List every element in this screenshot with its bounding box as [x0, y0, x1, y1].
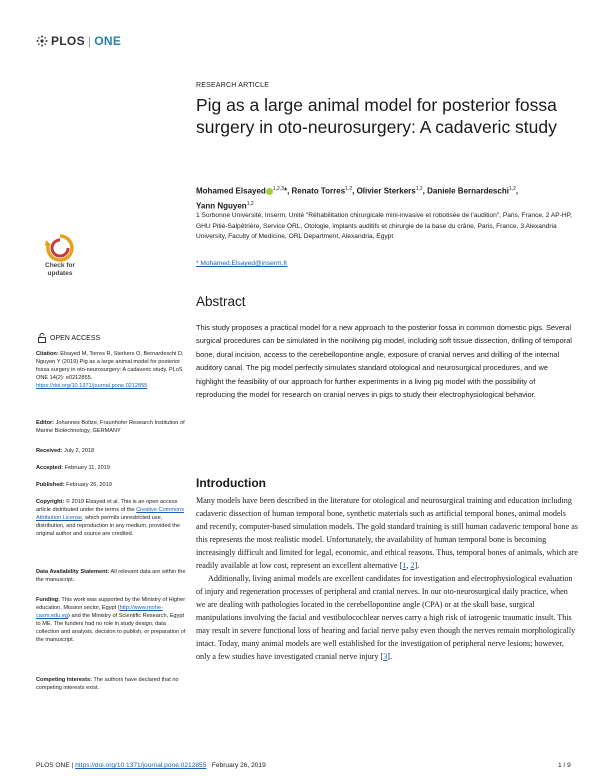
intro-paragraph-2: Additionally, living animal models are excellent candidates for investigation and electrophysiological evaluation of injury and regeneration processes of peripheral and cranial nerves. In our oto-neurosurgical daily practice, when we are dealing with pathologies located in the cerebellopontine angle (CPA) or at the skull base, surgical manipulations involving the facial and vestibulocochlear nerves carry a high risk of iatrogenic traumatic insult. This may result in severe functional loss of hearing and facial nerve palsy even though the nerves remain morphologically intact. Today, many animal models are well established for the investigation of peripheral nerve lesions; however, only a few studies have investigated cranial nerve injury [3].	[196, 574, 576, 661]
citation-block: Citation: Elsayed M, Torres R, Sterkers O, Bernardeschi D, Nguyen Y (2019) Pig as a large animal model for posterior fossa surgery in oto-neurosurgery: A cadaveric study. PLoS ONE 14(2): e0212855. https://doi.org/10.1371/journal.pone.0212855	[36, 351, 184, 389]
author-affil-sup: 1,2	[246, 200, 254, 207]
published-date: Published: February 26, 2019	[36, 482, 112, 488]
open-access-label: OPEN ACCESS	[50, 334, 101, 342]
footer-journal: PLOS ONE	[36, 762, 70, 769]
funding-link[interactable]: http://www.mohe-casm.edu.eg	[36, 605, 163, 619]
copyright-block: Copyright: © 2019 Elsayed et al. This is an open access article distributed under the terms of the Creative Commons Attribution License, which permits unrestricted use, distribution, and reproduction in any medium, provided the original author and source are credited.	[36, 499, 185, 537]
footer-date: February 26, 2019	[211, 762, 266, 769]
introduction-heading: Introduction	[196, 476, 266, 490]
author-list: Mohamed Elsayed $^{1,2,3}$*, Renato Torres$^{1,2}$, Olivier Sterkers$^{1,2}$, Daniele Bernardeschi$^{1,2}$, Yann Nguyen$^{1,2}$	[196, 186, 519, 211]
page-footer: PLOS ONE | https://doi.org/10.1371/journal.pone.0212855 February 26, 2019	[36, 762, 266, 769]
affiliations: 1 Sorbonne Université, Inserm, Unité "Réhabilitation chirurgicale mini-invasive et robotisée de l'audition", Paris, France, 2 AP-HP, GHU Pitié-Salpêtrière, Service ORL, Otologie, implants auditifs et chirurgie de la base du crâne, Paris, France, 3 Alexandria University, Faculty of Medicine, ORL Department, Alexandria, Egypt	[196, 212, 572, 240]
competing-interests-block: Competing interests: The authors have declared that no competing interests exist.	[36, 677, 179, 691]
article-type: RESEARCH ARTICLE	[196, 82, 270, 89]
author-affil-sup: 1,2	[508, 186, 516, 192]
introduction-body	[196, 494, 578, 663]
reference-link[interactable]: 3	[383, 652, 388, 661]
author-name[interactable]: Olivier Sterkers	[356, 186, 416, 196]
editor-block: Editor: Johannes Boltze, Fraunhofer Research Institution of Marine Biotechnology, GERMANY	[36, 420, 185, 434]
logo-one-text: ONE	[94, 34, 122, 48]
orcid-icon[interactable]	[266, 188, 273, 195]
data-availability-block: Data Availability Statement: All relevant data are within the the manuscript.	[36, 569, 186, 583]
received-date: Received: July 2, 2018	[36, 448, 95, 454]
funding-block: Funding: This work was supported by the Ministry of Higher education, Mission sector, Egypt (http://www.mohe-casm.edu.eg) and the Ministry of Scientific Research, Egypt to ME. The funders had no role in study design, data collection and analysis, decision to publish, or preparation of the manuscript.	[36, 597, 186, 643]
reference-link[interactable]: 2	[410, 561, 415, 570]
logo-separator: |	[87, 34, 92, 48]
citation-doi-link[interactable]: https://doi.org/10.1371/journal.pone.0212855	[36, 383, 148, 389]
author-name[interactable]: Mohamed Elsayed	[196, 186, 266, 196]
footer-doi-link[interactable]: https://doi.org/10.1371/journal.pone.0212855	[75, 762, 207, 769]
author-name[interactable]: Renato Torres	[291, 186, 346, 196]
open-lock-icon	[38, 333, 46, 343]
reference-link[interactable]: 1	[402, 561, 407, 570]
author-affil-sup: 1,2	[415, 186, 423, 192]
author-affil-sup: 1,2,3	[272, 186, 284, 192]
corresponding-email[interactable]: * Mohamed.Elsayed@inserm.fr	[196, 260, 288, 267]
corresponding-mark: *	[283, 186, 288, 196]
page-number: 1 / 9	[558, 762, 571, 769]
author-name[interactable]: Yann Nguyen	[196, 201, 247, 211]
abstract-text: This study proposes a practical model for a new approach to the posterior fossa in common domestic pigs. Several surgical procedures can be simulated in the nonliving pig model, including soft tissue dissection, drilling of temporal bone, dural incision, access to the cerebellopontine angle, exposure of cranial nerves and drilling of the internal auditory canal. The pig model perfectly simulates standard otological and neurosurgical procedures, and we highlight the feasibility of our approach for further experiments in a living pig model with the possibility of reproducing the model for research on cranial nerves in pigs to study their electrophysiological behavior.	[196, 323, 572, 400]
author-name[interactable]: Daniele Bernardeschi	[427, 186, 509, 196]
plos-one-logo[interactable]	[36, 34, 121, 48]
article-title: Pig as a large animal model for posterior fossa surgery in oto-neurosurgery: A cadaveric study	[196, 95, 557, 137]
open-access-badge	[38, 333, 100, 343]
plos-logo-mark-icon	[36, 35, 48, 47]
author-affil-sup: 1,2	[345, 186, 353, 192]
accepted-date: Accepted: February 11, 2019	[36, 465, 110, 471]
intro-paragraph-1: Many models have been described in the literature for otological and neurosurgical training and education including cadaveric dissection of human temporal bone, synthetic materials such as artificial temporal bones, animal models and recently, computer-based simulation models. The gold standard training is still human cadaveric temporal bone as this represents the most realistic model. Unfortunately, the availability of human temporal bone is becoming increasingly difficult and limited for legal, economic, and ethical reasons. Thus, temporal bones of animals, which are readily available at low cost, represent an excellent alternative [1, 2].	[196, 496, 579, 570]
logo-plos-text: PLOS	[51, 34, 85, 48]
check-for-updates-icon[interactable]	[38, 232, 82, 288]
license-link[interactable]: Creative Commons Attribution License	[36, 507, 185, 521]
check-for-updates-label[interactable]: Check for updates	[45, 262, 75, 277]
abstract-heading: Abstract	[196, 294, 246, 309]
